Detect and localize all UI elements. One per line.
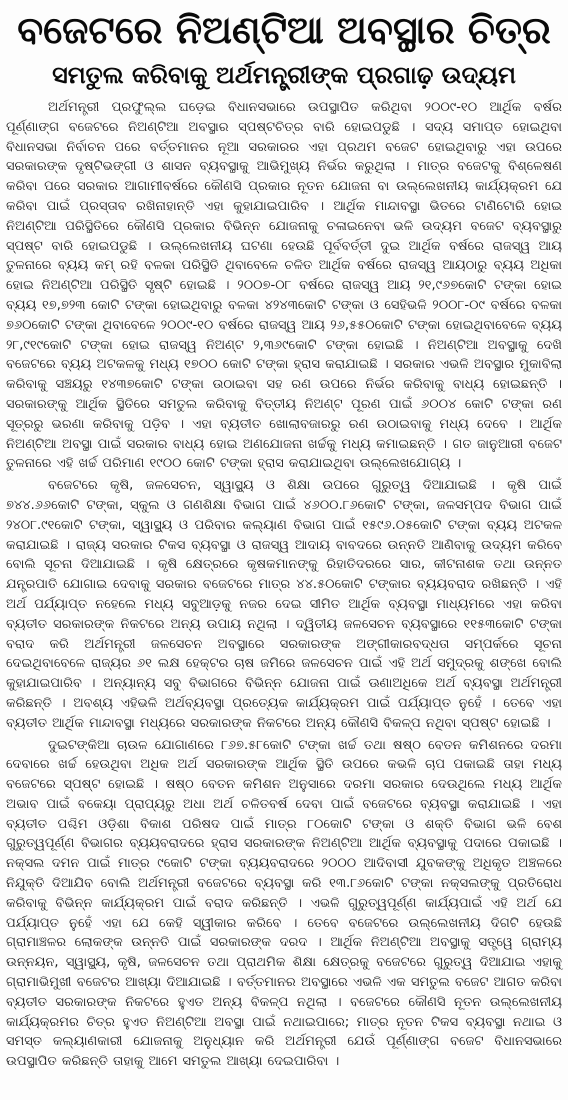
article-paragraph: ଅର୍ଥମନ୍ତ୍ରୀ ପ୍ରଫୁଲ୍ଲ ଘଡ଼େଇ ବିଧାନସଭାରେ ଉପସ୍ଥାପିତ କରିଥିବା ୨୦୦୯-୧୦ ଆର୍ଥିକ ବର୍ଷର ପୂର୍ଣ୍ଣାଙ୍ଗ ବଜେଟରେ ନିଅଣ୍ଟିଆ ଅବସ୍ଥାର ସ୍ପଷ୍ଟଚିତ୍ର ବାରି ହୋଇପଡୁଛି । ସଦ୍ୟ ସମାପ୍ତ ହୋଇଥିବା ବିଧାନସଭା ନିର୍ବାଚନ ପରେ ବର୍ତ୍ତମାନର ନୂଆ ସରକାରର ଏହା ପ୍ରଥମ ବଜେଟ ହୋଇଥିବାରୁ ଏହା ଉପରେ ସରକାରଙ୍କ ଦୃଷ୍ଟିଭଙ୍ଗୀ ଓ ଶାସନ ବ୍ୟବସ୍ଥାକୁ ଆଭିମୁଖ୍ୟ ନିର୍ଭର କରୁଥିଲା । ମାତ୍ର ବଜେଟକୁ ବିଶ୍ଳେଷଣ କରିବା ପରେ ସରକାର ଆଗାମୀବର୍ଷରେ କୌଣସି ପ୍ରକାର ନୂତନ ଯୋଜନା ବା ଉଲ୍ଲେଖନୀୟ କାର୍ଯ୍ୟକ୍ରମ ଯେ କରିବା ପାଇଁ ପ୍ରସ୍ତାବ ରଖିନାହାନ୍ତି ଏହା କୁହାଯାଇପାରିବ । ଆର୍ଥିକ ମାନ୍ଦାବସ୍ଥା ଭିତରେ ଟାଣିଟୋରି ହୋଇ ନିଅଣ୍ଟିଆ ପରିସ୍ଥିତିରେ କୌଣସି ପ୍ରକାର ବିଭିନ୍ନ ଯୋଜନାକୁ ଚଳାଇନେବା ଭଳି ଉଦ୍ୟମ ବଜେଟ ବ୍ୟବସ୍ଥାରୁ ସ୍ପଷ୍ଟ ବାରି ହୋଇପଡୁଛି । ଉଲ୍ଲେଖନୀୟ ଘଟଣା ହେଉଛି ପୂର୍ବବର୍ତ୍ତୀ ଦୁଇ ଆର୍ଥିକ ବର୍ଷରେ ରାଜସ୍ୱ ଆୟ ତୁଳନାରେ ବ୍ୟୟ କମ୍ ରହି ବଳକା ପରିସ୍ଥିତି ଥିବାବେଳେ ଚଳିତ ଆର୍ଥିକ ବର୍ଷରେ ରାଜସ୍ୱ ଆୟଠାରୁ ବ୍ୟୟ ଅଧିକା ହୋଇ ନିଅଣ୍ଟିଆ ପରିସ୍ଥିତି ସୃଷ୍ଟି ହୋଇଛି । ୨୦୦୭-୦୮ ବର୍ଷରେ ରାଜସ୍ୱ ଆୟ ୨୧,୯୬୭କୋଟି ଟଙ୍କା ହୋଇ ବ୍ୟୟ ୧୭,୭୨୩ କୋଟି ଟଙ୍କା ହୋଇଥିବାରୁ ବଳକା ୪୨୪୩କୋଟି ଟଙ୍କା ଓ ସେହିଭଳି ୨୦୦୮-୦୯ ବର୍ଷରେ ବଳକା ୭୬୦କୋଟି ଟଙ୍କା ଥିବାବେଳେ ୨୦୦୯-୧୦ ବର୍ଷରେ ରାଜସ୍ୱ ଆୟ ୨୬,୫୫୦କୋଟି ଟଙ୍କା ହୋଇଥିବାବେଳେ ବ୍ୟୟ ୨୮,୯୧୯କୋଟି ଟଙ୍କା ହୋଇ ରାଜସ୍ୱ ନିଅଣ୍ଟ ୨,୩୬୯କୋଟି ଟଙ୍କା ହୋଇଛି । ନିଅଣ୍ଟିଆ ଅବସ୍ଥାକୁ ଦେଖି ବଜେଟରେ ବ୍ୟୟ ଅଟକଳକୁ ମଧ୍ୟ ୧୭୦୦ କୋଟି ଟଙ୍କା ହ୍ରାସ କରାଯାଇଛି । ସରକାର ଏଭଳି ଅବସ୍ଥାର ମୁକାବିଲା କରିବାକୁ ସଞ୍ଚୟରୁ ୧୪୩୭କୋଟି ଟଙ୍କା ଉଠାଇବା ସହ ରଣ ଉପରେ ନିର୍ଭର କରିବାକୁ ବାଧ୍ୟ ହୋଇଛନ୍ତି । ସରକାରଙ୍କୁ ଆର୍ଥିକ ସ୍ଥିତିରେ ସମତୁଲ କରିବାକୁ ବିତ୍ତୀୟ ନିଅଣ୍ଟ ପୂରଣ ପାଇଁ ୬୦୦୪ କୋଟି ଟଙ୍କା ରଣ ସୂତ୍ରରୁ ଭରଣା କରିବାକୁ ପଡ଼ିବ । ଏହା ବ୍ୟତୀତ ଖୋଲାବଜାରରୁ ରଣ ଉଠାଇବାକୁ ମଧ୍ୟ ଦେବେ । ଆର୍ଥିକ ନିଅଣ୍ଟିଆ ଅବସ୍ଥା ପାଇଁ ସରକାର ବାଧ୍ୟ ହୋଇ ଅଣଯୋଜନା ଖର୍ଚ୍ଚକୁ ମଧ୍ୟ କମାଇଛନ୍ତି । ଗତ ଜାନୁଆରୀ ବଜେଟ ତୁଳନାରେ ଏହି ଖର୍ଚ୍ଚ ପରିମାଣ ୧୯୦୦ କୋଟି ଟଙ୍କା ହ୍ରାସ କରାଯାଇଥିବା ଉଲ୍ଲେଖଯୋଗ୍ୟ । bbox=[6, 100, 562, 472]
headline: ବଜେଟରେ ନିଅଣ୍ଟିଆ ଅବସ୍ଥାର ଚିତ୍ର bbox=[17, 8, 551, 52]
article-paragraph: ବଜେଟରେ କୃଷି, ଜଳସେଚନ, ସ୍ୱାସ୍ଥ୍ୟ ଓ ଶିକ୍ଷା ଉପରେ ଗୁରୁତ୍ୱ ଦିଆଯାଇଛି । କୃଷି ପାଇଁ ୭୪୪.୬୬କୋଟି ଟଙ୍କା, ସ୍କୁଲ ଓ ଗଣଶିକ୍ଷା ବିଭାଗ ପାଇଁ ୪୬୦୦.୮୬କୋଟି ଟଙ୍କା, ଜଳସମ୍ପଦ ବିଭାଗ ପାଇଁ ୨୪୦୮.୯୧କୋଟି ଟଙ୍କା, ସ୍ୱାସ୍ଥ୍ୟ ଓ ପରିବାର କଲ୍ୟାଣ ବିଭାଗ ପାଇଁ ୧୫୯୬.୦୫କୋଟି ଟଙ୍କା ବ୍ୟୟ ଅଟକଳ କରାଯାଇଛି । ରାଜ୍ୟ ସରକାର ଟିକସ ବ୍ୟବସ୍ଥା ଓ ରାଜସ୍ୱ ଆଦାୟ ବାବଦରେ ଉନ୍ନତି ଆଣିବାକୁ ଉଦ୍ୟମ କରିବେ ବୋଲି ସୂଚନା ଦିଆଯାଇଛି । କୃଷି କ୍ଷେତ୍ରରେ କୃଷକମାନଙ୍କୁ ରିହାତିଦରରେ ସାର, କୀଟନାଶକ ତଥା ଉନ୍ନତ ଯନ୍ତ୍ରପାତି ଯୋଗାଇ ଦେବାକୁ ସରକାର ବଜେଟରେ ମାତ୍ର ୪୪.୫୦କୋଟି ଟଙ୍କାର ବ୍ୟୟବରାଦ ରଖିଛନ୍ତି । ଏହି ଅର୍ଥ ପର୍ଯ୍ୟାପ୍ତ ନହେଲେ ମଧ୍ୟ ସବୁଆଡ଼କୁ ନଜର ଦେଇ ସୀମିତ ଆର୍ଥିକ ବ୍ୟବସ୍ଥା ମାଧ୍ୟମରେ ଏହା କରିବା ବ୍ୟତୀତ ସରକାରଙ୍କ ନିକଟରେ ଅନ୍ୟ ଉପାୟ ନଥିଲା । ଦ୍ୱିତୀୟ ଜଳସେଚନ ବ୍ୟବସ୍ଥାରେ ୧୧୫୩କୋଟି ଟଙ୍କା ବରାଦ କରି ଅର୍ଥମନ୍ତ୍ରୀ ଜଳସେଚନ ଅବସ୍ଥାରେ ସରକାରଙ୍କ ଅଙ୍ଗୀକାରବଦ୍ଧତା ସମ୍ପର୍କରେ ସୂଚନା ଦେଇଥିବାବେଳେ ରାଜ୍ୟର ୬୧ ଲକ୍ଷ ହେକ୍ଟର ଚାଷ ଜମିରେ ଜଳସେଚନ ପାଇଁ ଏହି ଅର୍ଥ ସମୁଦ୍ରକୁ ଶଙ୍ଖେ ବୋଲି କୁହାଯାଇପାରିବ । ଅନ୍ୟାନ୍ୟ ସବୁ ବିଭାଗରେ ବିଭିନ୍ନ ଯୋଜନା ପାଇଁ ଊଣାଅଧିକେ ଅର୍ଥ ବ୍ୟବସ୍ଥା ଅର୍ଥମନ୍ତ୍ରୀ କରିଛନ୍ତି । ଅବଶ୍ୟ ଏହିଭଳି ଅର୍ଥବ୍ୟବସ୍ଥା ପ୍ରତ୍ୟେକ କାର୍ଯ୍ୟକ୍ରମ ପାଇଁ ପର୍ଯ୍ୟାପ୍ତ ନୁହେଁ । ତେବେ ଏହା ବ୍ୟତୀତ ଆର୍ଥିକ ମାନ୍ଦାବସ୍ଥା ମଧ୍ୟରେ ସରକାରଙ୍କ ନିକଟରେ ଅନ୍ୟ କୌଣସି ବିକଳ୍ପ ନଥିବା ସ୍ପଷ୍ଟ ହୋଇଛି । bbox=[6, 478, 562, 731]
article-body bbox=[0, 98, 568, 1072]
article-paragraph: ଦୁଇଟଙ୍କିଆ ଚାଉଳ ଯୋଗାଣରେ ୮୬୭.୫୮କୋଟି ଟଙ୍କା ଖର୍ଚ୍ଚ ତଥା ଷଷ୍ଠ ବେତନ କମିଶନରେ ଦରମା ଦେବାରେ ଖର୍ଚ୍ଚ ହେଉଥିବା ଅଧିକ ଅର୍ଥ ସରକାରଙ୍କ ଆର୍ଥିକ ସ୍ଥିତି ଉପରେ କଭଳି ଚାପ ପକାଇଛି ତାହା ମଧ୍ୟ ବଜେଟରେ ସ୍ପଷ୍ଟ ହୋଇଛି । ଷଷ୍ଠ ବେତନ କମିଶନ ଅନୁସାରେ ଦରମା ସରକାର ଦେଉଥିଲେ ମଧ୍ୟ ଆର୍ଥିକ ଅଭାବ ପାଇଁ ବକେୟା ପ୍ରାପ୍ୟରୁ ଅଧା ଅର୍ଥ ଚଳିତବର୍ଷ ଦେବା ପାଇଁ ବଜେଟରେ ବ୍ୟବସ୍ଥା କରାଯାଇଛି । ଏହା ବ୍ୟତୀତ ପଶ୍ଚିମ ଓଡ଼ିଶା ବିକାଶ ପରିଷଦ ପାଇଁ ମାତ୍ର ୮୦କୋଟି ଟଙ୍କା ଓ ଶକ୍ତି ବିଭାଗ ଭଳି ବେଶ ଗୁରୁତ୍ୱପୂର୍ଣ୍ଣ ବିଭାଗର ବ୍ୟୟବରାଦରେ ହ୍ରାସ ସରକାରଙ୍କ ନିଅଣ୍ଟିଆ ଆର୍ଥିକ ବ୍ୟବସ୍ଥାକୁ ପଦାରେ ପକାଇଛି । ନକ୍ସଲ ଦମନ ପାଇଁ ମାତ୍ର ୯କୋଟି ଟଙ୍କା ବ୍ୟୟବରାଦରେ ୨୦୦୦ ଆଦିବାସୀ ଯୁବକଙ୍କୁ ଅଧିକୃତ ଅଞ୍ଚଳରେ ନିଯୁକ୍ତି ଦିଆଯିବ ବୋଲି ଅର୍ଥମନ୍ତ୍ରୀ ବଜେଟରେ ବ୍ୟବସ୍ଥା କରି ୧୩.୮୬କୋଟି ଟଙ୍କା ନକ୍ସଲଙ୍କୁ ପ୍ରତିରୋଧ କରିବାକୁ ବିଭିନ୍ନ କାର୍ଯ୍ୟକ୍ରମ ପାଇଁ ବରାଦ କରିଛନ୍ତି । ଏଭଳି ଗୁରୁତ୍ୱପୂର୍ଣ୍ଣ କାର୍ଯ୍ୟପାଇଁ ଏହି ଅର୍ଥ ଯେ ପର୍ଯ୍ୟାପ୍ତ ନୁହେଁ ଏହା ଯେ କେହି ସ୍ୱୀକାର କରିବେ । ତେବେ ବଜେଟରେ ଉଲ୍ଲେଖନୀୟ ଦିଗଟି ହେଉଛି ଗ୍ରାମାଞ୍ଚଳର ଲୋକଙ୍କ ଉନ୍ନତି ପାଇଁ ସରକାରଙ୍କ ଦରଦ । ଆର୍ଥିକ ନିଅଣ୍ଟିଆ ଅବସ୍ଥାକୁ ସତ୍ତ୍ୱେ ଗ୍ରାମ୍ୟ ଉନ୍ନୟନ, ସ୍ୱାସ୍ଥ୍ୟ, କୃଷି, ଜଳସେଚନ ତଥା ପ୍ରାଥମିକ ଶିକ୍ଷା କ୍ଷେତ୍ରକୁ ବଜେଟରେ ଗୁରୁତ୍ୱ ଦିଆଯାଇ ଏହାକୁ ଗ୍ରାମାଭିମୁଖୀ ବଜେଟର ଆଖ୍ୟା ଦିଆଯାଇଛି । ବର୍ତ୍ତମାନର ଅବସ୍ଥାରେ ଏଭଳି ଏକ ସମତୁଲ ବଜେଟ ଆଗତ କରିବା ବ୍ୟତୀତ ସରକାରଙ୍କ ନିକଟରେ ହୁଏତ ଅନ୍ୟ ବିକଳ୍ପ ନଥିଲା । ବଜେଟରେ କୌଣସି ନୂତନ ଉଲ୍ଲେଖନୀୟ କାର୍ଯ୍ୟକ୍ରମର ଚିତ୍ର ହୁଏତ ନିଅଣ୍ଟିଆ ଅବସ୍ଥା ପାଇଁ ନଥାଇପାରେ; ମାତ୍ର ନୂତନ ଟିକସ ବ୍ୟବସ୍ଥା ନଥାଇ ଓ ସମସ୍ତ କଲ୍ୟାଣକାରୀ ଯୋଜନାକୁ ଅନୁଧ୍ୟାନ କରି ଅର୍ଥମନ୍ତ୍ରୀ ଯେଉଁ ପୂର୍ଣ୍ଣାଙ୍ଗ ବଜେଟ ବିଧାନସଭାରେ ଉପସ୍ଥାପିତ କରିଛନ୍ତି ତାହାକୁ ଆମେ ସମତୁଲ ଆଖ୍ୟା ଦେଇପାରିବା । bbox=[6, 737, 562, 1070]
subheadline: ସମତୁଲ କରିବାକୁ ଅର୍ଥମନ୍ତ୍ରୀଙ୍କ ପ୍ରଗାଢ଼ ଉଦ୍ୟମ bbox=[52, 61, 516, 89]
